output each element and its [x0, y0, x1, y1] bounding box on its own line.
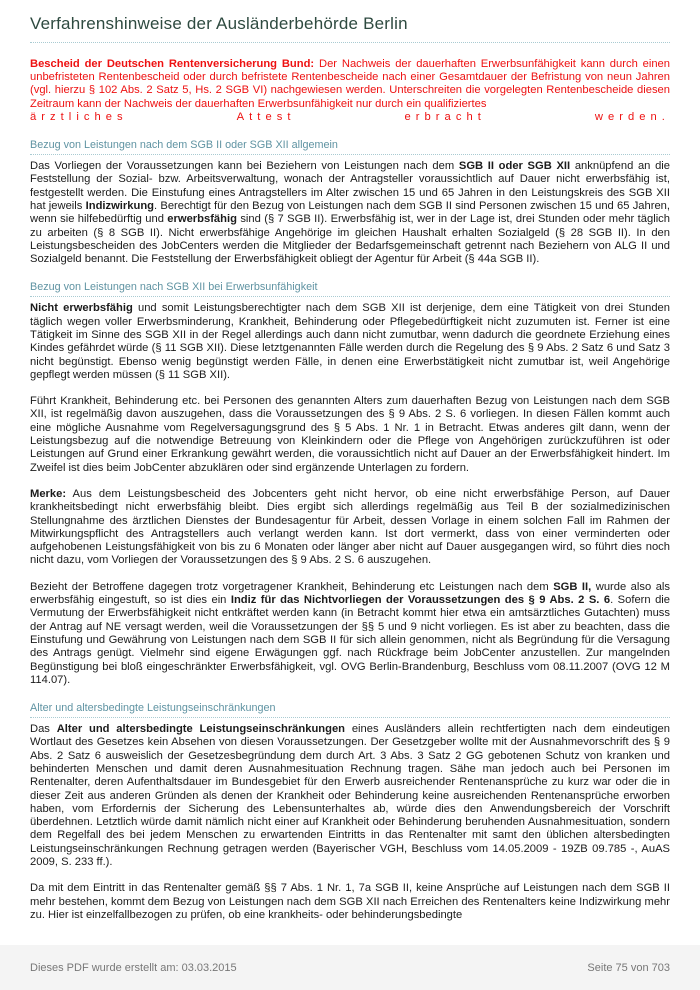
- body-paragraph: [30, 581, 670, 687]
- red-notice-body: Der Nachweis der dauerhaften Erwerbsunfähigkeit kann durch einen unbefristeten Rentenbescheid oder durch befristete Rentenbescheide nach einer Gesamtdauer der Befristung von neun Jahren (vgl. hierzu § 102 Abs. 2 Satz 5, Hs. 2 SGB VI) nachgewiesen werden. Unterschreiten die vorgelegten Rentenbescheide diesen Zeitraum kann der Nachweis der dauerhaften Erwerbsunfähigkeit nur durch ein qualifiziertes: [30, 58, 671, 110]
- bold-text-run: Nicht erwerbsfähig: [30, 302, 133, 315]
- text-run: . Sofern die Vermutung der Erwerbsfähigkeit nicht entkräftet werden kann (in Betracht kommt hier etwa ein amtsärztliches Gutachten) muss der Antrag auf NE versagt werden, weil die Voraussetzungen der §§ 5 und 9 nicht vorliegen. Es ist aber zu beachten, dass die Einstufung und Gewährung von Leistungen nach dem SGB II für sich allein genommen, nicht als Begründung für die Versagung des Antrags genügt. Vielmehr sind eigene Erwägungen ggf. nach Rückfrage beim JobCenter anzustellen. Zur mangelnden Begünstigung bei bloß eingeschränkter Erwerbsfähigkeit, vgl. OVG Berlin-Brandenburg, Beschluss vom 08.11.2007 (OVG 12 M 114.07).: [30, 594, 671, 686]
- body-paragraph: [30, 302, 670, 382]
- text-run: Aus dem Leistungsbescheid des Jobcenters geht nicht hervor, ob eine nicht erwerbsfähige Person, auf Dauer krankheitsbedingt nicht erwerbsfähig bleibt. Dies ergibt sich allerdings regelmäßig aus Teil B der sozialmedizinischen Stellungnahme des ärztlichen Dienstes der Bundesagentur für Arbeit, dessen Vorlage in einem solchen Fall im Rahmen der Mitwirkungspflicht des Antragstellers auch verlangt werden kann. Ist dort vermerkt, dass von einer verminderten oder aufgehobenen Leistungsfähigkeit von bis zu 6 Monaten oder länger aber nicht auf Dauer ausgegangen wird, so führt dies noch nicht dazu, vom Vorliegen der Voraussetzungen des § 9 Abs. 2 S. 6 auszugehen.: [30, 487, 670, 567]
- body-paragraph: [30, 723, 670, 869]
- page-title: Verfahrenshinweise der Ausländerbehörde Berlin: [30, 14, 408, 33]
- title-divider: [30, 41, 670, 43]
- text-run: wurde also als erwerbsfähig eingestuft, so ist dies ein: [30, 580, 670, 607]
- red-notice-last-line-word: Attest: [236, 110, 296, 123]
- text-run: Da mit dem Eintritt in das Rentenalter gemäß §§ 7 Abs. 1 Nr. 1, 7a SGB II, keine Ansprüche auf Leistungen nach dem SGB II mehr bestehen, kommt dem Bezug von Leistungen nach dem SGB XII nach Erreichen des Rentenalters keine Indizwirkung mehr zu. Hier ist einzelfallbezogen zu prüfen, ob eine krankheits- oder behinderungsbedingte: [30, 882, 670, 921]
- sections-container: [30, 139, 670, 922]
- body-paragraph: [30, 488, 670, 568]
- text-run: und somit Leistungsberechtigter nach dem SGB XII ist derjenige, dem eine Tätigkeit von drei Stunden täglich wegen voller Erwerbsminderung, Krankheit, Behinderung oder Pflegebedürftigkeit nicht zuzumuten ist. Ferner ist eine Tätigkeit im Sinne des SGB XII in der Regel allerdings auch dann nicht zumutbar, wenn dadurch die geordnete Erziehung eines Kindes gefährdet würde (§ 11 SGB XII). Diese letztgenannten Fälle werden durch die Regelung des § 9 Abs. 2 Satz 6 und Satz 3 nicht begünstigt. Ebenso wenig begünstigt werden Fälle, in denen eine Erwerbstätigkeit nicht zumutbar ist, weil Angehörige gepflegt werden müssen (§ 11 SGB XII).: [30, 302, 670, 381]
- bold-text-run: Merke:: [30, 487, 67, 500]
- red-notice-last-line-word: ärztliches: [30, 110, 128, 123]
- section-heading: Bezug von Leistungen nach SGB XII bei Erwerbsunfähigkeit: [30, 281, 670, 297]
- text-run: Bezieht der Betroffene dagegen trotz vorgetragener Krankheit, Behinderung etc Leistungen nach dem: [30, 580, 554, 593]
- text-run: sind (§ 7 SGB II). Erwerbsfähig ist, wer in der Lage ist, drei Stunden oder mehr täglich zu arbeiten (§ 8 SGB II). Nicht erwerbsfähige Angehörige im gleichen Haushalt erhalten Sozialgeld (§ 28 SGB II). In den Leistungsbescheiden des JobCenters werden die Mitglieder der Bedarfsgemeinschaft getrennt nach Beziehern von ALG II und Sozialgeld benannt. Die Feststellung der Erwerbsfähigkeit obliegt der Agentur für Arbeit (§ 44a SGB II).: [30, 213, 670, 266]
- text-run: Führt Krankheit, Behinderung etc. bei Personen des genannten Alters zum dauerhaften Bezug von Leistungen nach dem SGB XII, ist regelmäßig davon auszugehen, dass die Voraussetzungen des § 9 Abs. 2 S. 6 vorliegen. In diesen Fällen kommt auch eine mögliche Ausnahme vom Regelversagungsgrund des § 5 Abs. 1 Nr. 1 in Betracht. Etwas anderes gilt dann, wenn der Leistungsbezug auf die notwendige Betreuung von Kleinkindern oder die Pflege von Angehörigen zurückzuführen ist oder Leistungen auf Grund einer Erkrankung gewährt werden, die voraussichtlich nicht auf Dauer an der Erwerbsfähigkeit hindert. Im Zweifel ist dies beim JobCenter abzuklären oder sind ergänzende Unterlagen zu fordern.: [30, 395, 670, 474]
- bold-text-run: SGB II oder SGB XII: [458, 160, 571, 173]
- section-2: [30, 702, 670, 922]
- body-paragraph: [30, 395, 670, 475]
- red-notice-last-line-word: werden.: [594, 110, 670, 123]
- bold-text-run: SGB II,: [553, 580, 592, 593]
- section-heading: Alter und altersbedingte Leistungseinschränkungen: [30, 702, 670, 718]
- red-notice-lead: Bescheid der Deutschen Rentenversicherung Bund:: [30, 58, 315, 70]
- red-notice: [30, 58, 670, 111]
- section-1: [30, 281, 670, 687]
- text-run: Das: [30, 723, 57, 736]
- text-run: Das Vorliegen der Voraussetzungen kann bei Beziehern von Leistungen nach dem: [30, 160, 459, 173]
- bold-text-run: Alter und altersbedingte Leistungseinschränkungen: [56, 723, 346, 736]
- body-paragraph: [30, 882, 670, 922]
- text-run: . Berechtigt für den Bezug von Leistungen nach dem SGB II sind Personen zwischen 15 und 65 Jahren, wenn sie hilfebedürftig und: [30, 199, 671, 226]
- red-notice-last-line: [30, 111, 670, 124]
- bold-text-run: Indiz für das Nichtvorliegen der Voraussetzungen des § 9 Abs. 2 S. 6: [230, 594, 611, 607]
- body-paragraph: [30, 160, 670, 266]
- bold-text-run: erwerbsfähig: [167, 213, 237, 226]
- footer-created-date: Dieses PDF wurde erstellt am: 03.03.2015: [30, 961, 237, 974]
- footer-page-number: Seite 75 von 703: [587, 961, 670, 974]
- bold-text-run: Indizwirkung: [85, 199, 154, 212]
- text-run: eines Ausländers allein rechtfertigten nach dem eindeutigen Wortlaut des Gesetzes kein Absehen von diesen Voraussetzungen. Der Gesetzgeber wollte mit der Ausnahmevorschrift des § 9 Abs. 2 Satz 6 ausweislich der Gesetzesbegründung dem durch Art. 3 Abs. 3 Satz 2 GG gebotenen Schutz von kranken und behinderten Menschen und damit deren Ausnahmesituation Rechnung tragen. Sähe man jedoch auch bei Personen im Rentenalter, deren Aufenthaltsdauer im Bundesgebiet für den Erwerb ausreichender Rentenansprüche zu kurz war oder die in dieser Zeit aus anderen Gründen als denen der Krankheit oder Behinderung keine ausreichenden Rentenansprüche erworben haben, vom Erfordernis der Sicherung des Lebensunterhaltes ab, würde dies den Anwendungsbereich der Vorschrift überdehnen. Letztlich würde damit nämlich nicht einer auf Krankheit oder Behinderung beruhenden Ausnahmesituation, sondern dem Regelfall des bei jedem Menschen zu erwartenden Eintritts in das Rentenalter mit samt den üblichen altersbedingten Leistungseinschränkungen Rechnung getragen werden (Bayerischer VGH, Beschluss vom 14.05.2009 - 19ZB 09.785 -, AuAS 2009, S. 233 ff.).: [30, 723, 670, 869]
- page-footer: [0, 945, 700, 990]
- text-run: anknüpfend an die Feststellung der Sozial- bzw. Arbeitsverwaltung, wonach der Antragsteller voraussichtlich auf Dauer nicht erwerbsfähig ist, festgestellt werden. Die Einstufung eines Antragstellers im Alter zwischen 15 und 65 Jahren in den Leistungskreis des SGB XII hat jeweils: [30, 160, 671, 212]
- section-0: [30, 139, 670, 266]
- section-heading: Bezug von Leistungen nach dem SGB II oder SGB XII allgemein: [30, 139, 670, 155]
- red-notice-last-line-word: erbracht: [404, 110, 486, 123]
